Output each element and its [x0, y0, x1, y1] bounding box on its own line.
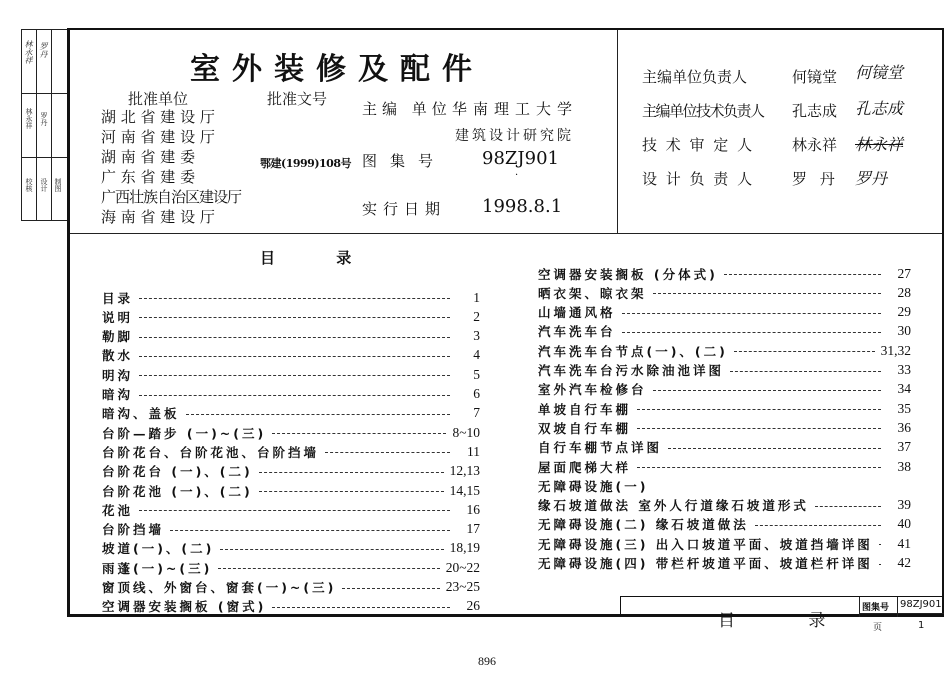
toc-entry[interactable]	[102, 481, 480, 500]
toc-entry[interactable]	[538, 303, 911, 322]
toc-entry-title: 雨蓬(一)~(三)	[102, 560, 213, 576]
toc-leader-dashes	[755, 525, 881, 526]
title-block-page-value: 1	[918, 620, 925, 631]
document-title: 室外装修及配件	[190, 52, 484, 87]
toc-entry-title: 目录	[102, 290, 134, 306]
toc-entry-title: 汽车洗车台污水除油池详图	[538, 363, 725, 378]
toc-entry-title: 台阶—踏步 (一)~(三)	[102, 425, 267, 441]
toc-leader-dashes	[724, 274, 881, 275]
toc-entry-title: 暗沟、盖板	[102, 406, 180, 422]
toc-leader-dashes	[879, 564, 881, 565]
toc-entry-title: 散水	[102, 348, 134, 364]
responsible-signature: 何镜堂	[855, 63, 904, 82]
toc-entry-title: 单坡自行车棚	[538, 401, 632, 417]
date-label: 实行日期	[362, 200, 447, 218]
toc-entry-title: 无障碍设施(三) 出入口坡道平面、坡道挡墙详图	[538, 536, 873, 552]
toc-entry-page: 20~22	[445, 559, 480, 575]
toc-entry-title: 屋面爬梯大样	[538, 459, 632, 475]
toc-entry-title: 窗顶线、外窗台、窗套(一)~(三)	[102, 580, 337, 595]
toc-entry-title: 无障碍设施(一)	[538, 478, 649, 494]
toc-entry-page: 26	[466, 598, 480, 614]
toc-entry-page: 28	[897, 284, 911, 300]
toc-entry-title: 汽车洗车台	[538, 324, 616, 340]
responsible-role: 主编单位技术负责人	[642, 102, 764, 120]
toc-entry-page: 40	[897, 516, 911, 532]
toc-entry[interactable]	[102, 365, 480, 384]
toc-entry-title: 明沟	[102, 367, 134, 383]
toc-leader-dashes	[218, 568, 439, 569]
toc-entry-title: 台阶花池 (一)、(二)	[102, 483, 253, 499]
toc-leader-dashes	[139, 337, 450, 338]
strip-signature: 林永祥	[24, 40, 33, 64]
chief-editor-value-line2: 建筑设计研究院	[455, 128, 574, 144]
toc-leader-dashes	[734, 351, 875, 352]
title-block-row-divider	[859, 613, 944, 614]
toc-entry-page: 1	[473, 289, 480, 305]
toc-entry[interactable]	[102, 539, 480, 558]
toc-entry-page: 3	[473, 328, 480, 344]
toc-entry-page: 5	[473, 366, 480, 382]
toc-entry-page: 36	[897, 419, 911, 435]
toc-entry-page: 38	[897, 458, 911, 474]
toc-entry-page: 11	[467, 443, 480, 459]
toc-entry-title: 缘石坡道做法 室外人行道缘石坡道形式	[538, 498, 809, 514]
strip-label-design: 设计	[40, 178, 48, 192]
toc-entry[interactable]	[102, 442, 480, 461]
toc-entry-page: 17	[466, 521, 480, 537]
toc-entry[interactable]	[102, 307, 480, 326]
toc-entry-page: 23~25	[445, 579, 480, 594]
toc-leader-dashes	[139, 395, 450, 396]
strip-name: 罗丹	[40, 112, 48, 126]
toc-entry-title: 室外汽车检修台	[538, 382, 647, 398]
toc-leader-dashes	[139, 317, 450, 318]
toc-entry-title: 勒脚	[102, 329, 134, 345]
toc-entry[interactable]	[102, 597, 480, 616]
toc-entry-page: 33	[897, 362, 911, 377]
toc-entry-page: 27	[897, 265, 911, 281]
toc-entry-title: 无障碍设施(二) 缘石坡道做法	[538, 517, 749, 533]
toc-entry[interactable]	[538, 380, 911, 399]
approval-unit: 广 东 省 建 委	[101, 168, 196, 186]
responsible-role: 技 术 审 定 人	[642, 136, 755, 154]
approval-unit: 湖 北 省 建 设 厅	[101, 108, 215, 126]
toc-entry-page: 35	[897, 400, 911, 416]
toc-leader-dashes	[622, 332, 881, 333]
toc-leader-dashes	[186, 414, 450, 415]
header-divider	[70, 233, 942, 234]
approval-units-label: 批准单位	[128, 90, 189, 108]
toc-leader-dashes	[637, 428, 881, 429]
toc-entry-page: 14,15	[449, 482, 480, 498]
margin-signoff-strip	[21, 29, 67, 221]
toc-leader-dashes	[139, 298, 450, 299]
toc-entry-page: 2	[473, 308, 480, 324]
toc-entry[interactable]	[538, 534, 911, 553]
toc-leader-dashes	[259, 472, 444, 473]
toc-entry-page: 41	[897, 535, 911, 551]
toc-entry[interactable]	[538, 283, 911, 302]
toc-entry-page: 29	[897, 304, 911, 320]
atlas-label: 图集号	[362, 152, 447, 170]
toc-leader-dashes	[325, 452, 450, 453]
toc-leader-dashes	[668, 448, 881, 449]
title-block-divider	[897, 597, 898, 617]
strip-divider	[51, 30, 52, 220]
toc-entry-page: 7	[473, 405, 480, 421]
responsible-role: 主编单位负责人	[642, 68, 748, 86]
toc-entry[interactable]	[102, 288, 480, 307]
title-block-atlas-value: 98ZJ901	[900, 599, 942, 610]
toc-entry-title: 山墙通风格	[538, 305, 616, 321]
toc-leader-dashes	[342, 588, 439, 589]
toc-entry-page: 34	[897, 381, 911, 397]
responsible-signature: 孔志成	[855, 99, 904, 118]
toc-entry-title: 自行车棚节点详图	[538, 440, 663, 456]
toc-entry[interactable]	[538, 264, 911, 283]
toc-leader-dashes	[815, 506, 881, 507]
toc-entry[interactable]	[538, 438, 911, 457]
strip-divider	[22, 157, 67, 158]
toc-entry-page: 42	[897, 555, 911, 570]
toc-leader-dashes	[653, 390, 881, 391]
responsible-signature: 林永祥	[855, 135, 904, 154]
atlas-dot: ·	[515, 170, 519, 181]
responsible-role: 设 计 负 责 人	[642, 170, 755, 188]
toc-leader-dashes	[730, 371, 881, 372]
strip-name: 林永祥	[25, 108, 33, 129]
page-number: 896	[478, 654, 496, 668]
toc-entry[interactable]	[102, 462, 480, 481]
chief-editor-value: 华南理工大学	[452, 100, 579, 118]
toc-entry[interactable]	[102, 558, 480, 577]
toc-entry[interactable]	[538, 399, 911, 418]
toc-entry-page: 39	[897, 497, 911, 513]
header-vertical-divider	[617, 30, 618, 233]
toc-entry[interactable]	[102, 423, 480, 442]
toc-leader-dashes	[139, 510, 450, 511]
toc-leader-dashes	[272, 433, 446, 434]
toc-leader-dashes	[622, 313, 881, 314]
toc-entry[interactable]	[538, 457, 911, 476]
toc-entry-title: 台阶花台、台阶花池、台阶挡墙	[102, 444, 320, 460]
responsible-name: 孔志成	[792, 102, 838, 120]
toc-entry-title: 空调器安装搁板 (分体式)	[538, 266, 718, 282]
toc-entry-title: 花池	[102, 502, 134, 518]
toc-leader-dashes	[170, 530, 450, 531]
toc-entry-title: 台阶挡墙	[102, 522, 165, 538]
toc-entry-page: 37	[897, 439, 911, 455]
toc-leader-dashes	[259, 491, 444, 492]
title-block-divider	[859, 597, 860, 617]
toc-entry[interactable]	[102, 346, 480, 365]
approval-doc-label: 批准文号	[267, 90, 328, 108]
toc-entry-page: 8~10	[452, 424, 480, 440]
toc-entry[interactable]	[102, 500, 480, 519]
approval-unit: 广西壮族自治区建设厅	[101, 188, 242, 206]
toc-entry-title: 坡道(一)、(二)	[102, 541, 215, 557]
toc-entry[interactable]	[538, 341, 911, 360]
toc-entry[interactable]	[102, 520, 480, 539]
toc-entry-title: 无障碍设施(四) 带栏杆坡道平面、坡道栏杆详图	[538, 556, 873, 571]
title-block-page-label: 页	[873, 623, 883, 633]
toc-entry-title: 晒衣架、晾衣架	[538, 285, 647, 301]
toc-leader-dashes	[653, 293, 881, 294]
toc-entry-title: 暗沟	[102, 387, 134, 402]
toc-entry-page: 31,32	[880, 342, 911, 358]
toc-entry-page: 18,19	[449, 540, 480, 556]
toc-entry[interactable]	[102, 385, 480, 404]
toc-entry-title: 说明	[102, 309, 134, 325]
toc-leader-dashes	[220, 549, 443, 550]
responsible-name: 何镜堂	[792, 68, 838, 86]
toc-leader-dashes	[139, 356, 450, 357]
toc-leader-dashes	[637, 467, 881, 468]
approval-unit: 海 南 省 建 设 厅	[101, 208, 215, 226]
strip-divider	[22, 93, 67, 94]
toc-entry[interactable]	[538, 418, 911, 437]
toc-entry-title: 汽车洗车台节点(一)、(二)	[538, 343, 728, 359]
chief-editor-label: 主编 单位	[362, 100, 452, 118]
title-block-title: 目 录	[718, 611, 860, 631]
toc-title: 目 录	[260, 249, 380, 267]
toc-entry[interactable]	[538, 496, 911, 515]
toc-entry[interactable]	[102, 327, 480, 346]
toc-entry[interactable]	[538, 322, 911, 341]
responsible-name: 林永祥	[792, 136, 838, 154]
toc-entry[interactable]	[538, 361, 911, 380]
atlas-value: 98ZJ901	[482, 148, 559, 169]
toc-leader-dashes	[139, 375, 450, 376]
toc-leader-dashes	[272, 607, 450, 608]
strip-label-draft: 制图	[54, 178, 62, 192]
toc-entry-title: 双坡自行车棚	[538, 420, 632, 436]
strip-label-check: 校核	[25, 178, 33, 192]
toc-entry-page: 30	[897, 323, 911, 339]
title-block-atlas-label: 图集号	[862, 603, 890, 613]
toc-entry[interactable]	[102, 578, 480, 597]
approval-unit: 河 南 省 建 设 厅	[101, 128, 215, 146]
toc-leader-dashes	[637, 409, 881, 410]
toc-leader-dashes	[879, 544, 881, 545]
date-value: 1998.8.1	[482, 196, 563, 217]
toc-entry-page: 6	[473, 386, 480, 401]
responsible-signature: 罗丹	[855, 169, 888, 188]
strip-signature: 罗丹	[39, 42, 48, 58]
strip-divider	[36, 30, 37, 220]
responsible-name: 罗 丹	[792, 170, 839, 188]
approval-unit: 湖 南 省 建 委	[101, 148, 196, 166]
toc-entry-page: 4	[473, 347, 480, 363]
toc-entry-page: 12,13	[449, 463, 480, 479]
toc-entry[interactable]	[538, 515, 911, 534]
toc-entry[interactable]	[538, 554, 911, 573]
toc-entry-title: 台阶花台 (一)、(二)	[102, 464, 253, 480]
toc-entry[interactable]	[102, 404, 480, 423]
toc-entry[interactable]	[538, 476, 911, 495]
toc-entry-title: 空调器安装搁板 (窗式)	[102, 599, 267, 615]
approval-doc-number: 鄂建(1999)108号	[260, 157, 351, 170]
toc-entry-page: 16	[466, 501, 480, 517]
